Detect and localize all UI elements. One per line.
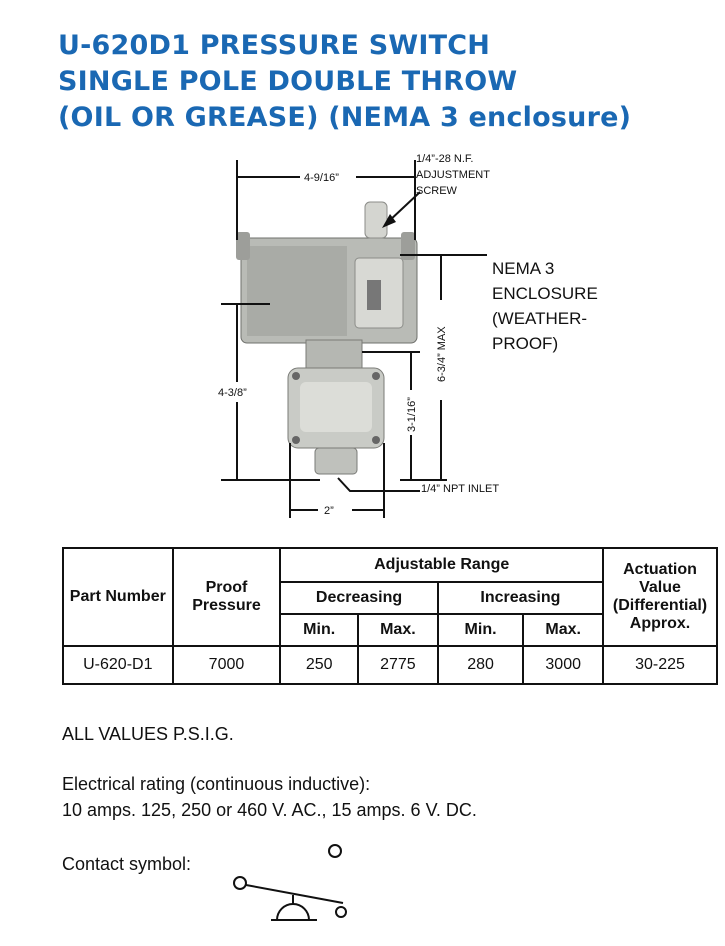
cell-proof: 7000 xyxy=(173,646,281,684)
actuation-line-2: Value xyxy=(639,579,681,596)
screw-label-line-2: ADJUSTMENT xyxy=(416,169,490,181)
cell-actuation: 30-225 xyxy=(603,646,717,684)
max-height-label: 6-3/4” MAX xyxy=(436,326,448,382)
inlet-label: 1/4” NPT INLET xyxy=(421,483,500,495)
title-line-2: SINGLE POLE DOUBLE THROW xyxy=(58,66,518,97)
table-row xyxy=(63,646,717,684)
header-part-number: Part Number xyxy=(63,548,173,646)
width-dimension-label: 4-9/16” xyxy=(304,172,339,184)
screw-label-line-3: SCREW xyxy=(416,185,457,197)
bottom-width-label: 2” xyxy=(324,505,334,517)
header-adjustable-range: Adjustable Range xyxy=(280,548,603,582)
switch-dimension-diagram xyxy=(0,150,725,525)
enclosure-label-line-1: NEMA 3 xyxy=(492,259,555,278)
header-increasing: Increasing xyxy=(438,582,603,614)
specs-table xyxy=(62,547,718,685)
title-line-1: U-620D1 PRESSURE SWITCH xyxy=(58,30,491,61)
page-title xyxy=(58,28,718,136)
header-proof-pressure: Proof Pressure xyxy=(173,548,281,646)
header-dec-min: Min. xyxy=(280,614,358,646)
cell-inc-max: 3000 xyxy=(523,646,603,684)
actuation-line-3: (Differential) xyxy=(612,597,708,614)
header-actuation xyxy=(603,548,717,646)
switch-illustration xyxy=(236,202,417,474)
header-inc-max: Max. xyxy=(523,614,603,646)
cell-inc-min: 280 xyxy=(438,646,524,684)
contact-symbol-icon xyxy=(225,838,365,938)
actuation-line-4: Approx. xyxy=(629,615,691,632)
enclosure-label-line-3: (WEATHER- xyxy=(492,309,588,328)
actuation-line-1: Actuation xyxy=(623,561,697,578)
cell-part: U-620-D1 xyxy=(63,646,173,684)
cell-dec-min: 250 xyxy=(280,646,358,684)
all-values-note: ALL VALUES P.S.I.G. xyxy=(62,724,234,744)
left-height-label: 4-3/8” xyxy=(218,387,247,399)
contact-symbol-label: Contact symbol: xyxy=(62,854,192,874)
header-inc-min: Min. xyxy=(438,614,524,646)
enclosure-label-line-4: PROOF) xyxy=(492,334,559,353)
electrical-rating-line-2: 10 amps. 125, 250 or 460 V. AC., 15 amps. 6 V. DC. xyxy=(62,800,477,820)
cell-dec-max: 2775 xyxy=(358,646,438,684)
enclosure-label-line-2: ENCLOSURE xyxy=(492,284,598,303)
header-decreasing: Decreasing xyxy=(280,582,437,614)
screw-label-line-1: 1/4”-28 N.F. xyxy=(416,153,474,165)
title-line-3: (OIL OR GREASE) (NEMA 3 enclosure) xyxy=(58,102,632,133)
inner-height-label: 3-1/16” xyxy=(406,397,418,432)
electrical-rating-line-1: Electrical rating (continuous inductive): xyxy=(62,774,371,794)
header-dec-max: Max. xyxy=(358,614,438,646)
